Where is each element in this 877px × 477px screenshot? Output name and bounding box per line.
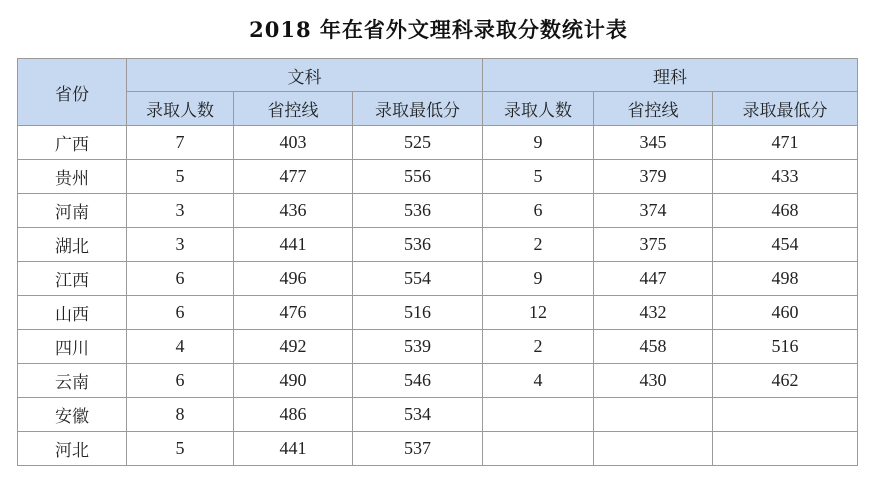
- province-header: 省份: [18, 59, 127, 126]
- table-cell: 534: [353, 398, 483, 432]
- table-cell: [483, 398, 594, 432]
- group-header-arts: 文科: [127, 59, 483, 92]
- table-cell: 477: [234, 160, 353, 194]
- table-cell: 458: [594, 330, 713, 364]
- column-header: 录取最低分: [713, 92, 858, 126]
- table-cell: 460: [713, 296, 858, 330]
- table-cell: 537: [353, 432, 483, 466]
- province-cell: 河南: [18, 194, 127, 228]
- table-cell: 441: [234, 228, 353, 262]
- table-cell: 2: [483, 330, 594, 364]
- table-row: [18, 432, 858, 466]
- table-cell: 3: [127, 194, 234, 228]
- table-cell: 498: [713, 262, 858, 296]
- table-row: [18, 194, 858, 228]
- column-header: 录取人数: [483, 92, 594, 126]
- table-cell: 4: [127, 330, 234, 364]
- table-cell: 379: [594, 160, 713, 194]
- table-cell: 486: [234, 398, 353, 432]
- table-cell: 4: [483, 364, 594, 398]
- table-cell: 539: [353, 330, 483, 364]
- table-cell: 536: [353, 228, 483, 262]
- table-cell: 374: [594, 194, 713, 228]
- table-row: [18, 126, 858, 160]
- table-row: [18, 398, 858, 432]
- table-cell: 490: [234, 364, 353, 398]
- table-cell: 436: [234, 194, 353, 228]
- table-cell: 516: [713, 330, 858, 364]
- province-cell: 贵州: [18, 160, 127, 194]
- table-cell: [594, 432, 713, 466]
- table-cell: [713, 432, 858, 466]
- table-cell: 525: [353, 126, 483, 160]
- table-cell: 432: [594, 296, 713, 330]
- province-cell: 安徽: [18, 398, 127, 432]
- column-header: 省控线: [594, 92, 713, 126]
- province-cell: 湖北: [18, 228, 127, 262]
- table-cell: 476: [234, 296, 353, 330]
- table-row: [18, 296, 858, 330]
- table-cell: 496: [234, 262, 353, 296]
- table-row: [18, 160, 858, 194]
- table-cell: 3: [127, 228, 234, 262]
- admission-stats-table: [17, 58, 858, 466]
- group-header-science: 理科: [483, 59, 858, 92]
- table-cell: 556: [353, 160, 483, 194]
- table-cell: 430: [594, 364, 713, 398]
- table-cell: 468: [713, 194, 858, 228]
- table-cell: 462: [713, 364, 858, 398]
- table-cell: 516: [353, 296, 483, 330]
- table-body: [18, 126, 858, 466]
- table-cell: 403: [234, 126, 353, 160]
- province-cell: 山西: [18, 296, 127, 330]
- table-cell: 536: [353, 194, 483, 228]
- table-cell: 6: [127, 296, 234, 330]
- table-cell: 7: [127, 126, 234, 160]
- page-title: 2018 年在省外文理科录取分数统计表: [249, 17, 628, 42]
- table-cell: 433: [713, 160, 858, 194]
- province-cell: 河北: [18, 432, 127, 466]
- table-row: [18, 330, 858, 364]
- province-cell: 四川: [18, 330, 127, 364]
- table-cell: 8: [127, 398, 234, 432]
- table-cell: 6: [127, 262, 234, 296]
- table-cell: 9: [483, 126, 594, 160]
- table-cell: 447: [594, 262, 713, 296]
- column-header: 录取最低分: [353, 92, 483, 126]
- table-cell: 5: [127, 160, 234, 194]
- table-cell: 5: [127, 432, 234, 466]
- table-row: [18, 364, 858, 398]
- table-cell: [713, 398, 858, 432]
- table-cell: 6: [127, 364, 234, 398]
- table-cell: 492: [234, 330, 353, 364]
- table-cell: 546: [353, 364, 483, 398]
- province-cell: 云南: [18, 364, 127, 398]
- table-header-column-row: [18, 92, 858, 126]
- table-cell: 345: [594, 126, 713, 160]
- table-cell: 441: [234, 432, 353, 466]
- table-row: [18, 262, 858, 296]
- table-cell: 12: [483, 296, 594, 330]
- table-cell: [483, 432, 594, 466]
- table-cell: 2: [483, 228, 594, 262]
- table-cell: 6: [483, 194, 594, 228]
- table-cell: 471: [713, 126, 858, 160]
- table-row: [18, 228, 858, 262]
- table-cell: 9: [483, 262, 594, 296]
- table-cell: 554: [353, 262, 483, 296]
- table-cell: 375: [594, 228, 713, 262]
- province-cell: 江西: [18, 262, 127, 296]
- table-cell: [594, 398, 713, 432]
- column-header: 省控线: [234, 92, 353, 126]
- table-header-group-row: [18, 59, 858, 92]
- column-header: 录取人数: [127, 92, 234, 126]
- province-cell: 广西: [18, 126, 127, 160]
- table-cell: 454: [713, 228, 858, 262]
- table-cell: 5: [483, 160, 594, 194]
